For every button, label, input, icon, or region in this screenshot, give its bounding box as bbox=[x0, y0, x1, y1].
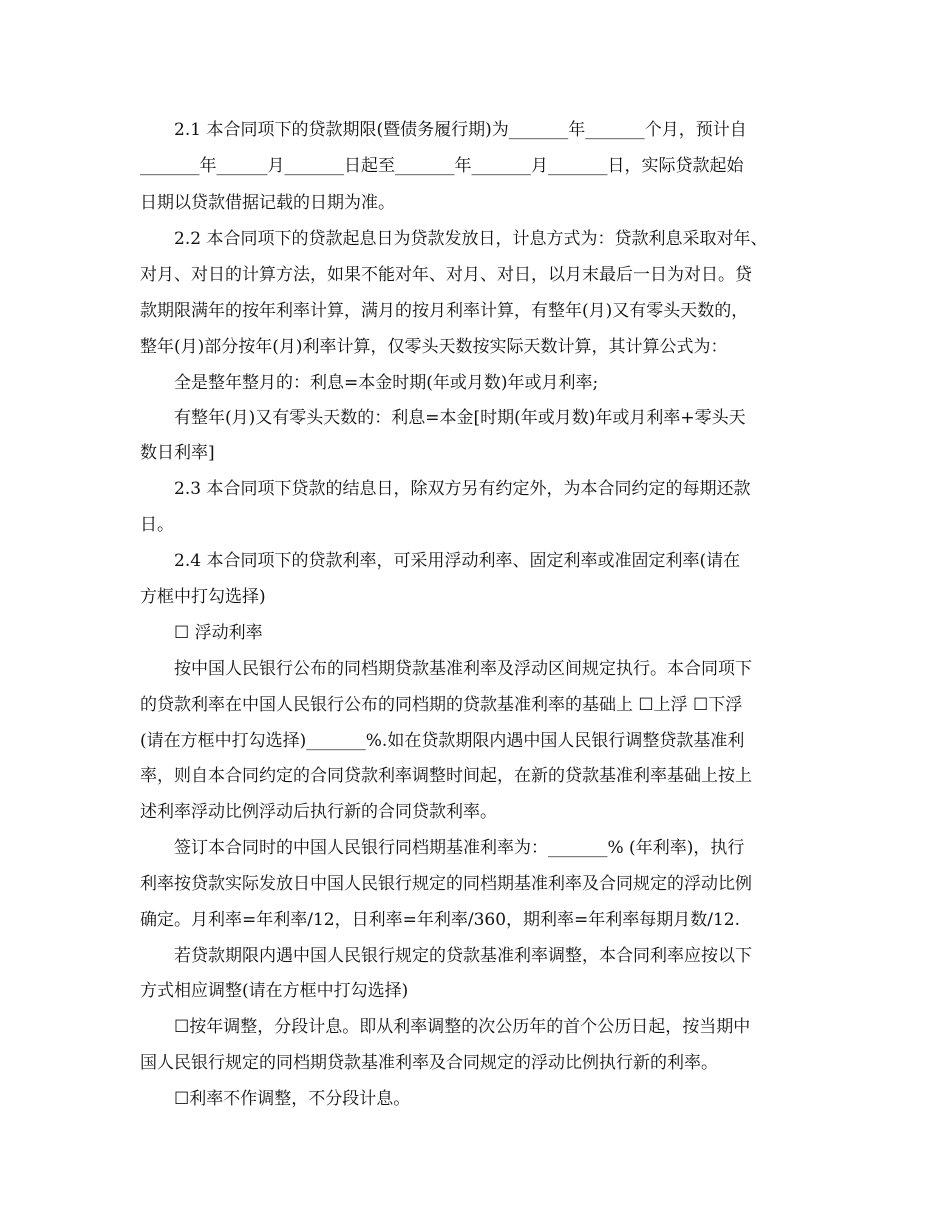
clause-2-2-line-4: 整年(月)部分按年(月)利率计算，仅零头天数按实际天数计算，其计算公式为： bbox=[140, 337, 728, 357]
clause-2-4-line-2: 方框中打勾选择) bbox=[140, 587, 266, 607]
clause-2-2-line-1: 2.2 本合同项下的贷款起息日为贷款发放日，计息方式为：贷款利息采取对年、 bbox=[174, 229, 768, 249]
base-rate-para-line-1: 签订本合同时的中国人民银行同档期基准利率为：_______% (年利率)，执行 bbox=[174, 838, 745, 858]
base-rate-para-line-3: 确定。月利率=年利率/12，日利率=年利率/360，期利率=年利率每期月数/12. bbox=[140, 910, 741, 930]
floating-rate-option[interactable]: ☐ 浮动利率 bbox=[174, 623, 263, 643]
clause-2-3-line-1: 2.3 本合同项下贷款的结息日，除双方另有约定外，为本合同约定的每期还款 bbox=[174, 479, 751, 499]
floating-rate-para-line-5: 述利率浮动比例浮动后执行新的合同贷款利率。 bbox=[140, 802, 497, 822]
clause-2-2-line-2: 对月、对日的计算方法，如果不能对年、对月、对日，以月末最后一日为对日。贷 bbox=[140, 265, 752, 285]
clause-2-1-line-2: _______年______月_______日起至_______年_______月_______日，实际贷款起始 bbox=[140, 156, 744, 176]
adjustment-para-line-2: 方式相应调整(请在方框中打勾选择) bbox=[140, 981, 409, 1001]
base-rate-para-line-2: 利率按贷款实际发放日中国人民银行规定的同档期基准利率及合同规定的浮动比例 bbox=[140, 874, 752, 894]
clause-2-1-line-1: 2.1 本合同项下的贷款期限(暨债务履行期)为_______年_______个月，预计自 bbox=[174, 120, 747, 140]
floating-rate-para-line-3: (请在方框中打勾选择)_______%.如在贷款期限内遇中国人民银行调整贷款基准利 bbox=[140, 731, 745, 751]
clause-2-3-line-2: 日。 bbox=[140, 515, 174, 535]
annual-adjust-option-line-1[interactable]: ☐按年调整，分段计息。即从利率调整的次公历年的首个公历日起，按当期中 bbox=[174, 1017, 751, 1037]
adjustment-para-line-1: 若贷款期限内遇中国人民银行规定的贷款基准利率调整，本合同利率应按以下 bbox=[174, 946, 752, 966]
formula-partial-line-1: 有整年(月)又有零头天数的：利息=本金[时期(年或月数)年或月利率+零头天 bbox=[174, 408, 746, 428]
floating-rate-para-line-1: 按中国人民银行公布的同档期贷款基准利率及浮动区间规定执行。本合同项下 bbox=[174, 659, 752, 679]
clause-2-1-line-3: 日期以贷款借据记载的日期为准。 bbox=[140, 193, 395, 213]
clause-2-2-line-3: 款期限满年的按年利率计算，满月的按月利率计算，有整年(月)又有零头天数的， bbox=[140, 301, 749, 321]
formula-full-year-month: 全是整年整月的：利息=本金时期(年或月数)年或月利率; bbox=[174, 373, 599, 393]
annual-adjust-option-line-2: 国人民银行规定的同档期贷款基准利率及合同规定的浮动比例执行新的利率。 bbox=[140, 1053, 718, 1073]
floating-rate-para-line-4: 率，则自本合同约定的合同贷款利率调整时间起，在新的贷款基准利率基础上按上 bbox=[140, 766, 752, 786]
clause-2-4-line-1: 2.4 本合同项下的贷款利率，可采用浮动利率、固定利率或准固定利率(请在 bbox=[174, 551, 741, 571]
no-adjust-option[interactable]: ☐利率不作调整，不分段计息。 bbox=[174, 1089, 411, 1109]
formula-partial-line-2: 数日利率] bbox=[140, 443, 215, 463]
floating-rate-para-line-2: 的贷款利率在中国人民银行公布的同档期的贷款基准利率的基础上 ☐上浮 ☐下浮 bbox=[140, 695, 743, 715]
